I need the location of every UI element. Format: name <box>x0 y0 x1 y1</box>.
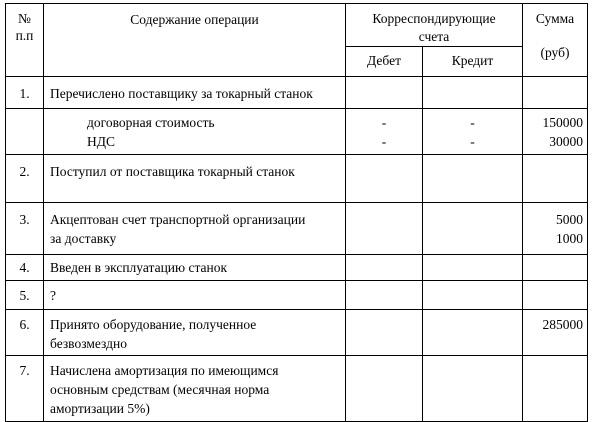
row-credit <box>423 77 523 109</box>
row-amount: 5000 1000 <box>523 203 588 255</box>
row-amount: 150000 30000 <box>523 109 588 155</box>
row-debit <box>346 255 423 281</box>
row-debit <box>346 77 423 109</box>
row-credit <box>423 203 523 255</box>
row-amount <box>523 77 588 109</box>
row-description: Введен в эксплуатацию станок <box>44 255 346 281</box>
header-amount: Сумма (руб) <box>523 4 588 77</box>
row-debit <box>346 310 423 356</box>
operations-table <box>5 3 588 422</box>
table-row <box>6 203 588 255</box>
row-description: Принято оборудование, полученное безвозмездно <box>44 310 346 356</box>
header-credit: Кредит <box>423 47 523 77</box>
row-debit <box>346 356 423 422</box>
row-description: Акцептован счет транспортной организации за доставку <box>44 203 346 255</box>
row-number: 5. <box>6 281 44 310</box>
row-debit <box>346 155 423 203</box>
row-credit: - - <box>423 109 523 155</box>
row-number <box>6 109 44 155</box>
row-amount <box>523 155 588 203</box>
table-row <box>6 255 588 281</box>
row-number: 6. <box>6 310 44 356</box>
row-credit <box>423 155 523 203</box>
row-number: 3. <box>6 203 44 255</box>
row-description: договорная стоимость НДС <box>44 109 346 155</box>
row-number: 7. <box>6 356 44 422</box>
row-number: 1. <box>6 77 44 109</box>
row-debit: - - <box>346 109 423 155</box>
row-credit <box>423 255 523 281</box>
table-row <box>6 310 588 356</box>
row-number: 2. <box>6 155 44 203</box>
row-amount <box>523 255 588 281</box>
row-description: Перечислено поставщику за токарный станок <box>44 77 346 109</box>
header-row <box>6 4 588 47</box>
row-description: Поступил от поставщика токарный станок <box>44 155 346 203</box>
row-description: Начислена амортизация по имеющимся основным средствам (месячная норма амортизации 5%) <box>44 356 346 422</box>
row-credit <box>423 281 523 310</box>
header-debit: Дебет <box>346 47 423 77</box>
header-description: Содержание операции <box>44 4 346 77</box>
row-description: ? <box>44 281 346 310</box>
row-number: 4. <box>6 255 44 281</box>
table-row <box>6 356 588 422</box>
row-debit <box>346 203 423 255</box>
row-credit <box>423 310 523 356</box>
table-row <box>6 281 588 310</box>
table-row <box>6 77 588 109</box>
row-amount <box>523 281 588 310</box>
table-row <box>6 109 588 155</box>
header-number: № п.п <box>6 4 44 77</box>
table-row <box>6 155 588 203</box>
row-credit <box>423 356 523 422</box>
header-corresponding-accounts: Корреспондирующие счета <box>346 4 523 47</box>
row-amount: 285000 <box>523 310 588 356</box>
row-amount <box>523 356 588 422</box>
row-debit <box>346 281 423 310</box>
